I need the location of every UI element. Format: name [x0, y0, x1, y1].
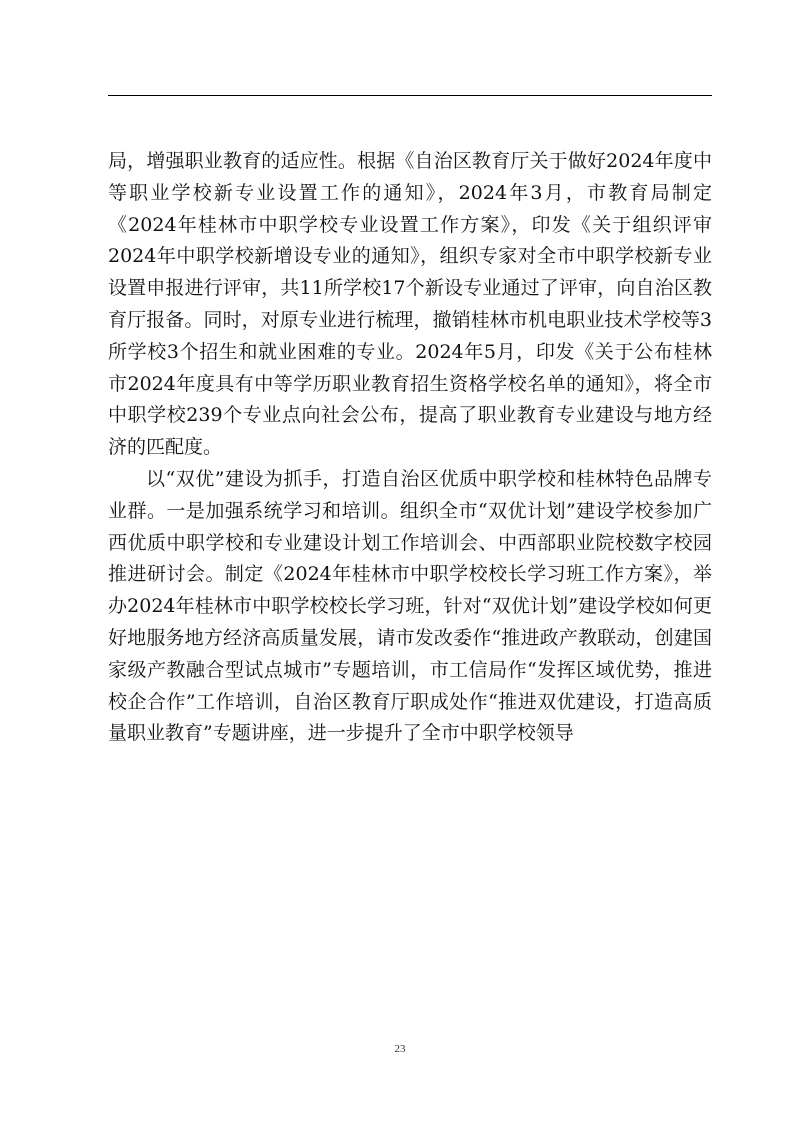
page-number: 23	[394, 1043, 406, 1055]
body-text	[108, 146, 712, 750]
paragraph-2: 以“双优”建设为抓手，打造自治区优质中职学校和桂林特色品牌专业群。一是加强系统学习和培训。组织全市“双优计划”建设学校参加广西优质中职学校和专业建设计划工作培训会、中西部职业院校数字校园推进研讨会。制定《2024年桂林市中职学校校长学习班工作方案》，举办2024年桂林市中职学校校长学习班，针对“双优计划”建设学校如何更好地服务地方经济高质量发展，请市发改委作“推进政产教联动，创建国家级产教融合型试点城市”专题培训，市工信局作“发挥区域优势，推进校企合作”工作培训，自治区教育厅职成处作“推进双优建设，打造高质量职业教育”专题讲座，进一步提升了全市中职学校领导	[108, 467, 712, 745]
paragraph-1: 局，增强职业教育的适应性。根据《自治区教育厅关于做好2024年度中等职业学校新专业设置工作的通知》，2024年3月，市教育局制定《2024年桂林市中职学校专业设置工作方案》，印发《关于组织评审2024年中职学校新增设专业的通知》，组织专家对全市中职学校新专业设置申报进行评审，共11所学校17个新设专业通过了评审，向自治区教育厅报备。同时，对原专业进行梳理，撤销桂林市机电职业技术学校等3所学校3个招生和就业困难的专业。2024年5月，印发《关于公布桂林市2024年度具有中等学历职业教育招生资格学校名单的通知》，将全市中职学校239个专业点向社会公布，提高了职业教育专业建设与地方经济的匹配度。	[108, 150, 712, 459]
header-rule	[108, 95, 712, 96]
